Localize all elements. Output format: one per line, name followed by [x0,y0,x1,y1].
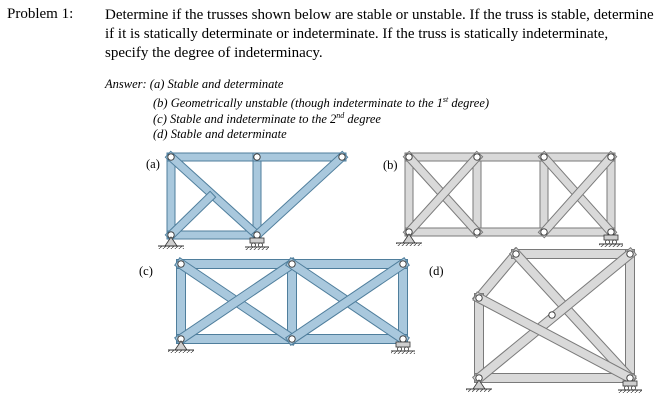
figure-a-label: (a) [146,157,160,171]
truss-b-joint-5 [474,229,480,235]
truss-c-roller-support [396,342,410,347]
truss-c-roller-support-wheel-2 [405,347,409,351]
truss-c-roller-support-ground [391,351,415,354]
truss-d-roller-support-wheel-2 [632,386,636,390]
truss-b-joint-1 [474,154,480,160]
truss-c-pin-support-ground [168,350,194,353]
truss-a-member-6 [257,157,342,235]
truss-d-roller-support-wheel-1 [625,386,629,390]
truss-d-joint-1 [513,251,519,257]
answer-b-tail: degree) [448,96,490,111]
answer-c-sup: nd [336,111,345,120]
figure-c-label: (c) [139,264,153,278]
figure-b-label: (b) [383,158,398,172]
truss-layer [158,154,642,393]
answer-heading: Answer: (a) Stable and determinate [105,77,284,91]
truss-d-joint-4 [627,375,633,381]
figure-d-label: (d) [429,264,444,278]
truss-b-joint-2 [541,154,547,160]
problem-label: Problem 1: [7,6,74,22]
truss-d-pin-support-ground [466,389,492,392]
truss-c-joint-2 [400,261,406,267]
truss-a-roller-support-wheel-1 [252,243,256,247]
truss-b-joint-0 [406,154,412,160]
truss-a-joint-4 [254,232,260,238]
truss-d-member-0 [479,254,516,298]
truss-a-member-7 [171,197,210,235]
answer-b-text: (b) Geometrically unstable (though indeterminate to the 1 [153,96,443,111]
truss-b-joint-6 [541,229,547,235]
truss-c-joint-5 [400,336,406,342]
truss-b-joint-7 [608,229,614,235]
truss-a-roller-support [250,238,264,243]
truss-a-roller-support-wheel-2 [259,243,263,247]
truss-c-joint-4 [289,336,295,342]
truss-b-roller-support-wheel-1 [606,240,610,244]
truss-b-roller-support [604,235,618,240]
truss-b-joint-3 [608,154,614,160]
truss-a-joint-1 [254,154,260,160]
truss-a-joint-2 [339,154,345,160]
truss-d-joint-5 [549,312,555,318]
truss-d-roller-support-ground [618,390,642,393]
truss-b-roller-support-wheel-2 [613,240,617,244]
truss-c-roller-support-wheel-1 [398,347,402,351]
answer-c-text: (c) Stable and indeterminate to the 2 [153,112,337,127]
truss-d-joint-2 [627,251,633,257]
truss-a-joint-0 [168,154,174,160]
answer-d: (d) Stable and determinate [153,127,287,141]
truss-d-roller-support [623,381,637,386]
truss-c-joint-1 [289,261,295,267]
truss-d-joint-0 [476,295,482,301]
truss-c-joint-0 [178,261,184,267]
problem-question: Determine if the trusses shown below are stable or unstable. If the truss is stable, determine if it is statically determinate or indeterminate. If the truss is statically indeterminate, specify the degree of indeterminacy. [105,7,654,61]
answer-c-tail: degree [344,112,381,127]
answer-b-sup: st [442,95,449,104]
